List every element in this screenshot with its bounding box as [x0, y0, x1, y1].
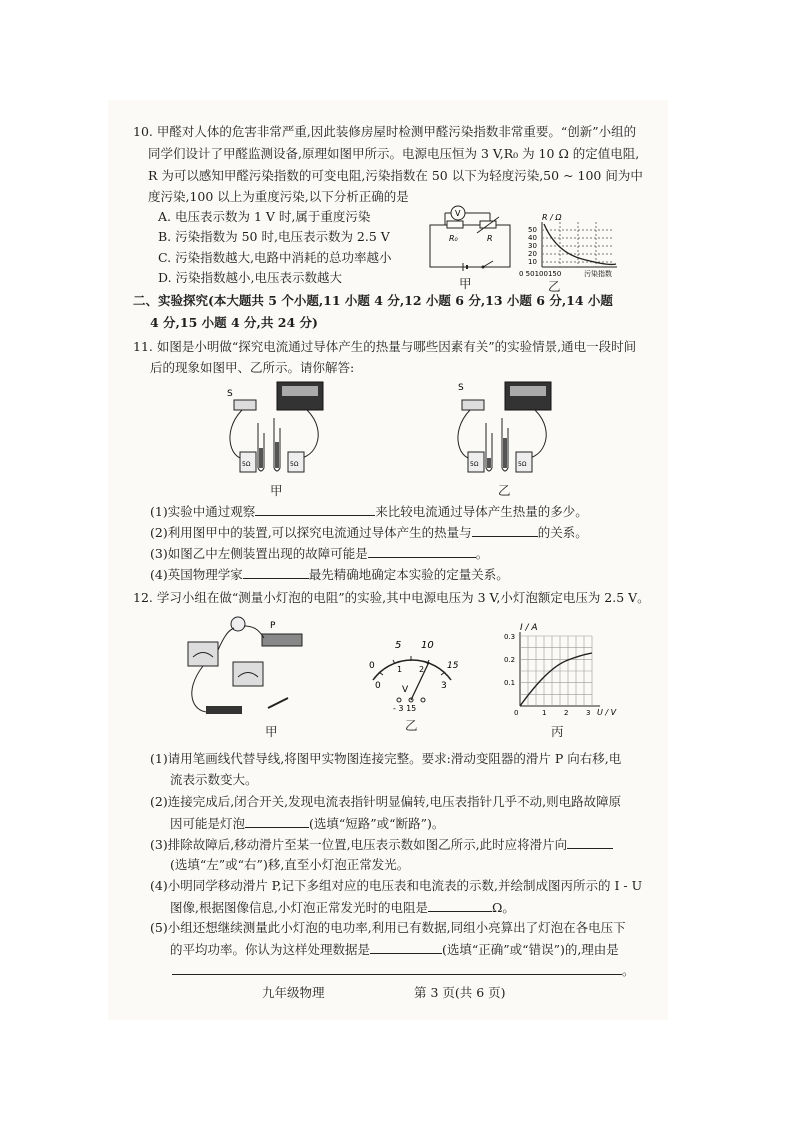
- q10-line-4: 度污染,100 以上为重度污染,以下分析正确的是: [148, 189, 409, 204]
- svg-text:P: P: [270, 621, 276, 631]
- q10-circuit-diagram: [425, 205, 515, 275]
- svg-text:5: 5: [395, 640, 402, 651]
- q12-sub-4-line-1: (4)小明同学移动滑片 P,记下多组对应的电压表和电流表的示数,并绘制成图丙所示的 I - U: [150, 878, 643, 893]
- switch-icon: [268, 698, 288, 708]
- q11-fig-jia-caption: 甲: [270, 483, 283, 498]
- svg-text:0: 0: [375, 681, 381, 691]
- svg-text:15: 15: [447, 661, 459, 671]
- q10-option-c: C. 污染指数越大,电路中消耗的总功率越小: [158, 250, 392, 265]
- svg-text:3: 3: [586, 709, 591, 717]
- footer-subject: 九年级物理: [262, 985, 325, 1000]
- svg-text:5Ω: 5Ω: [290, 461, 299, 468]
- q11-sub-2: (2)利用图甲中的装置,可以探究电流通过导体产生的热量与 的关系。: [150, 525, 588, 540]
- svg-text:0: 0: [514, 709, 519, 717]
- q11-answer-blank-2[interactable]: [472, 524, 538, 537]
- svg-text:10: 10: [528, 258, 537, 266]
- svg-text:5Ω: 5Ω: [242, 461, 251, 468]
- q12-sub-4-line-2: 图像,根据图像信息,小灯泡正常发光时的电阻是 Ω。: [170, 900, 515, 915]
- q12-sub-5-line-1: (5)小组还想继续测量此小灯泡的电功率,利用已有数据,同组小亮算出了灯泡在各电压下: [150, 920, 626, 935]
- svg-text:20: 20: [528, 250, 537, 258]
- q11-line-2: 后的现象如图甲、乙所示。请你解答:: [150, 360, 355, 375]
- q12-sub-3-line-2: (选填“左”或“右”)移,直至小灯泡正常发光。: [170, 857, 410, 872]
- q12-fig-jia-caption: 甲: [265, 724, 278, 739]
- svg-text:R₀: R₀: [449, 234, 458, 243]
- svg-text:- 3 15: - 3 15: [393, 704, 417, 713]
- svg-text:V: V: [455, 209, 461, 218]
- q10-resistance-graph: [519, 212, 622, 278]
- svg-text:50: 50: [528, 226, 537, 234]
- switch-icon: [234, 400, 256, 410]
- svg-text:R: R: [487, 234, 493, 243]
- q10-fig-yi-caption: 乙: [548, 279, 561, 294]
- q12-sub-2-line-2: 因可能是灯泡 (选填“短路”或“断路”)。: [170, 816, 445, 831]
- q11-apparatus-jia: [222, 378, 332, 483]
- section-2-heading-cont: 4 分,15 小题 4 分,共 24 分): [150, 315, 318, 330]
- svg-text:S: S: [458, 383, 464, 393]
- q10-line-1: 10. 甲醛对人体的危害非常严重,因此装修房屋时检测甲醛污染指数非常重要。“创新”小组的: [133, 124, 637, 139]
- q12-sub-1-line-1: (1)请用笔画线代替导线,将图甲实物图连接完整。要求:滑动变阻器的滑片 P 向右移,电: [150, 751, 622, 766]
- svg-text:I / A: I / A: [520, 623, 538, 633]
- q11-answer-blank-4[interactable]: [243, 566, 309, 579]
- ammeter-icon: [188, 642, 218, 666]
- q10-line-2: 同学们设计了甲醛监测设备,原理如图甲所示。电源电压恒为 3 V,R₀ 为 10 Ω 的定值电阻,: [148, 146, 640, 161]
- svg-text:1: 1: [542, 709, 547, 717]
- q12-answer-blank-3[interactable]: [567, 836, 613, 849]
- svg-text:0 50100150: 0 50100150: [519, 270, 562, 278]
- q10-fig-jia-caption: 甲: [459, 276, 472, 291]
- q10-line-3: R 为可以感知甲醛污染指数的可变电阻,污染指数在 50 以下为轻度污染,50 ~ 100 间为中: [148, 168, 643, 183]
- svg-text:V: V: [402, 685, 409, 695]
- svg-text:2: 2: [419, 665, 425, 674]
- q11-apparatus-yi: [450, 378, 560, 483]
- iu-curve: [520, 653, 592, 706]
- q10-option-a: A. 电压表示数为 1 V 时,属于重度污染: [158, 209, 371, 224]
- q11-sub-3: (3)如图乙中左侧装置出现的故障可能是 。: [150, 546, 489, 561]
- q12-fig-bing-caption: 丙: [551, 724, 564, 739]
- section-2-heading: 二、实验探究(本大题共 5 个小题,11 小题 4 分,12 小题 6 分,13 小题 6 分,14 小题: [133, 293, 613, 308]
- q12-sub-5-line-2: 的平均功率。你认为这样处理数据是 (选填“正确”或“错误”)的,理由是: [170, 942, 619, 957]
- rheostat-icon: [262, 634, 302, 646]
- switch-icon: [462, 400, 484, 410]
- svg-text:0: 0: [369, 661, 375, 671]
- svg-text:5Ω: 5Ω: [518, 461, 527, 468]
- svg-text:5Ω: 5Ω: [470, 461, 479, 468]
- q12-answer-blank-5[interactable]: [370, 941, 442, 954]
- svg-text:R / Ω: R / Ω: [542, 213, 562, 222]
- svg-text:3: 3: [441, 681, 447, 691]
- q11-fig-yi-caption: 乙: [498, 483, 511, 498]
- q11-answer-blank-1[interactable]: [255, 503, 375, 516]
- q12-line-1: 12. 学习小组在做“测量小灯泡的电阻”的实验,其中电源电压为 3 V,小灯泡额定电压为 2.5 V。: [133, 590, 650, 605]
- q12-answer-blank-4[interactable]: [428, 899, 492, 912]
- q11-sub-1: (1)实验中通过观察 来比较电流通过导体产生热量的多少。: [150, 504, 588, 519]
- voltmeter-icon: [233, 662, 263, 686]
- q12-sub-1-line-2: 流表示数变大。: [170, 772, 258, 787]
- q12-sub-3-line-1: (3)排除故障后,移动滑片至某一位置,电压表示数如图乙所示,此时应将滑片向: [150, 836, 613, 853]
- svg-text:30: 30: [528, 242, 537, 250]
- svg-text:S: S: [227, 389, 233, 399]
- svg-text:0.1: 0.1: [504, 679, 516, 687]
- svg-text:2: 2: [564, 709, 569, 717]
- q12-real-circuit-jia: [178, 612, 308, 722]
- q10-option-b: B. 污染指数为 50 时,电压表示数为 2.5 V: [158, 229, 390, 244]
- svg-text:0.3: 0.3: [504, 633, 516, 641]
- svg-text:0.2: 0.2: [504, 656, 516, 664]
- q10-option-d: D. 污染指数越小,电压表示数越大: [158, 270, 342, 285]
- q12-fig-yi-caption: 乙: [405, 718, 418, 733]
- q12-sub-5-line-3: 。: [172, 962, 635, 979]
- q12-answer-blank-6[interactable]: [172, 962, 622, 975]
- resistor-r0-icon: [447, 221, 463, 228]
- q12-iu-graph: [500, 618, 625, 718]
- footer-page-number: 第 3 页(共 6 页): [414, 985, 506, 1000]
- q12-answer-blank-2[interactable]: [245, 815, 309, 828]
- q11-sub-4: (4)英国物理学家 最先精确地确定本实验的定量关系。: [150, 567, 509, 582]
- svg-text:10: 10: [421, 640, 434, 651]
- svg-text:U / V: U / V: [597, 708, 617, 717]
- svg-text:污染指数: 污染指数: [584, 270, 612, 278]
- q11-answer-blank-3[interactable]: [368, 545, 476, 558]
- svg-text:1: 1: [397, 665, 403, 674]
- q11-line-1: 11. 如图是小明做“探究电流通过导体产生的热量与哪些因素有关”的实验情景,通电一段时间: [133, 339, 637, 354]
- battery-icon: [206, 706, 242, 714]
- q12-voltmeter-dial: [365, 632, 460, 712]
- svg-text:40: 40: [528, 234, 537, 242]
- q12-sub-2-line-1: (2)连接完成后,闭合开关,发现电流表指针明显偏转,电压表指针几乎不动,则电路故障原: [150, 794, 622, 809]
